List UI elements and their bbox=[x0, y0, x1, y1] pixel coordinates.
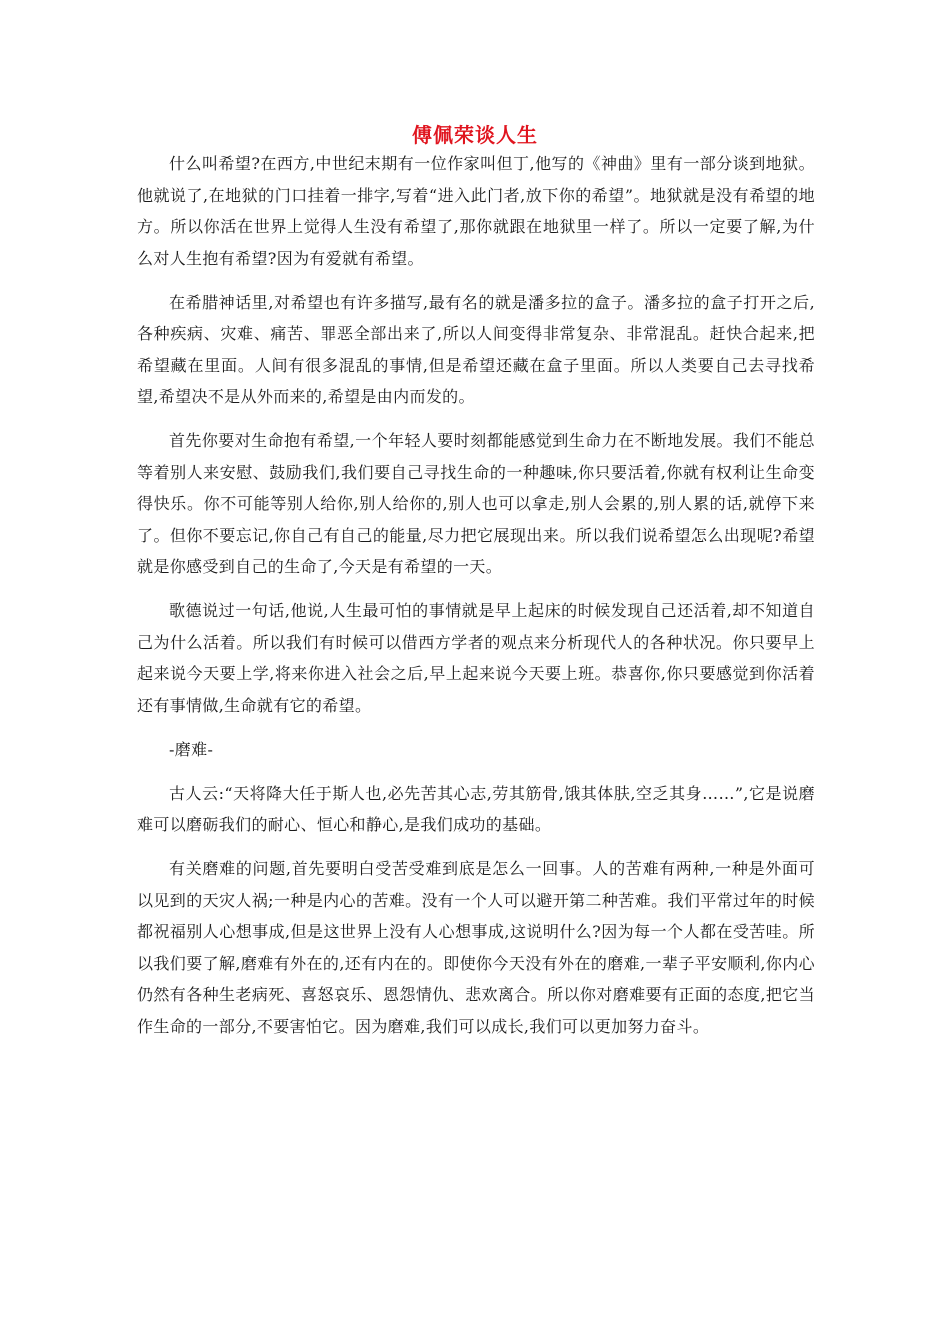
document-title: 傅佩荣谈人生 bbox=[412, 123, 538, 147]
paragraph-life-hope: 首先你要对生命抱有希望,一个年轻人要时刻都能感觉到生命力在不断地发展。我们不能总等着别人来安慰、鼓励我们,我们要自己寻找生命的一种趣味,你只要活着,你就有权利让生命变得快乐。你不可能等别人给你,别人给你的,别人也可以拿走,别人会累的,别人累的话,就停下来了。但你不要忘记,你自己有自己的能量,尽力把它展现出来。所以我们说希望怎么出现呢?希望就是你感受到自己的生命了,今天是有希望的一天。 bbox=[137, 431, 815, 576]
document-body bbox=[137, 148, 815, 1042]
paragraph-hope-dante: 什么叫希望?在西方,中世纪末期有一位作家叫但丁,他写的《神曲》里有一部分谈到地狱。他就说了,在地狱的门口挂着一排字,写着“进入此门者,放下你的希望”。地狱就是没有希望的地方。所以你活在世界上觉得人生没有希望了,那你就跟在地狱里一样了。所以一定要了解,为什么对人生抱有希望?因为有爱就有希望。 bbox=[137, 154, 815, 268]
section-heading-hardship: -磨难- bbox=[169, 739, 214, 759]
paragraph-suffering: 有关磨难的问题,首先要明白受苦受难到底是怎么一回事。人的苦难有两种,一种是外面可以见到的天灾人祸;一种是内心的苦难。没有一个人可以避开第二种苦难。我们平常过年的时候都祝福别人心想事成,但是这世界上没有人心想事成,这说明什么?因为每一个人都在受苦哇。所以我们要了解,磨难有外在的,还有内在的。即使你今天没有外在的磨难,一辈子平安顺利,你内心仍然有各种生老病死、喜怒哀乐、恩怨情仇、悲欢离合。所以你对磨难要有正面的态度,把它当作生命的一部分,不要害怕它。因为磨难,我们可以成长,我们可以更加努力奋斗。 bbox=[137, 859, 815, 1036]
paragraph-ancient-saying: 古人云:“天将降大任于斯人也,必先苦其心志,劳其筋骨,饿其体肤,空乏其身……”,它是说磨难可以磨砺我们的耐心、恒心和静心,是我们成功的基础。 bbox=[137, 783, 815, 834]
paragraph-goethe: 歌德说过一句话,他说,人生最可怕的事情就是早上起床的时候发现自己还活着,却不知道自己为什么活着。所以我们有时候可以借西方学者的观点来分析现代人的各种状况。你只要早上起来说今天要上学,将来你进入社会之后,早上起来说今天要上班。恭喜你,你只要感觉到你活着还有事情做,生命就有它的希望。 bbox=[137, 601, 815, 715]
paragraph-pandora-box: 在希腊神话里,对希望也有许多描写,最有名的就是潘多拉的盒子。潘多拉的盒子打开之后,各种疾病、灾难、痛苦、罪恶全部出来了,所以人间变得非常复杂、非常混乱。赶快合起来,把希望藏在里面。人间有很多混乱的事情,但是希望还藏在盒子里面。所以人类要自己去寻找希望,希望决不是从外而来的,希望是由内而发的。 bbox=[137, 292, 815, 406]
